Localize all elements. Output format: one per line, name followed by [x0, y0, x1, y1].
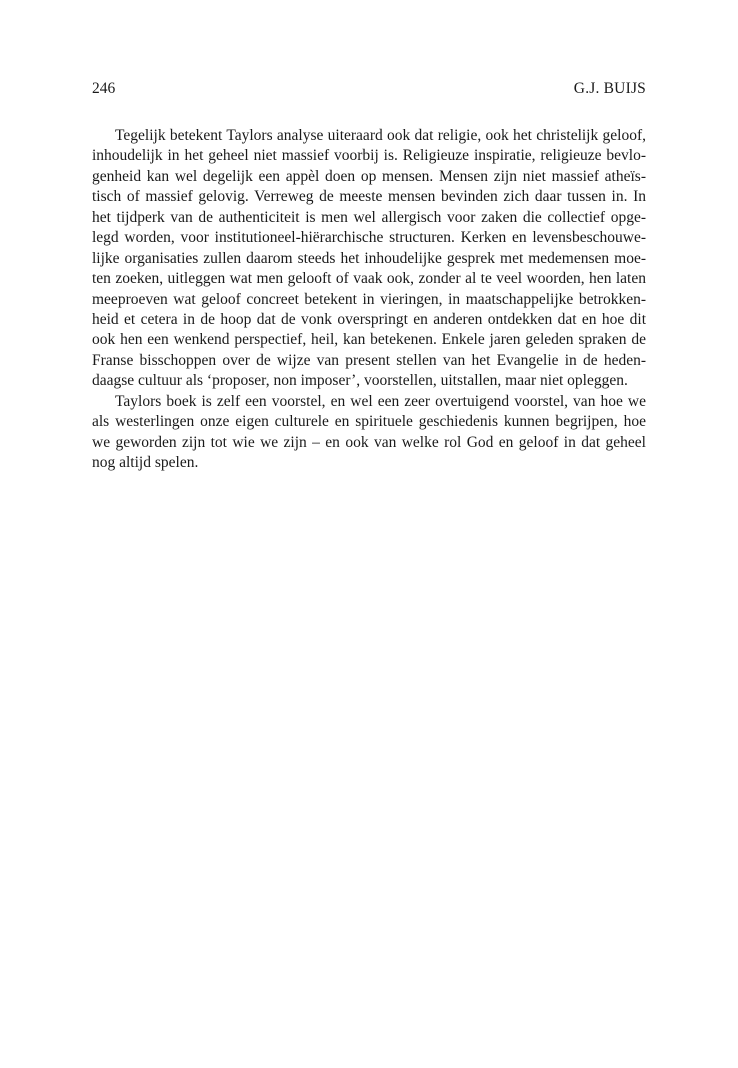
text-line: tisch of massief gelovig. Verreweg de meeste mensen bevinden zich daar tussen in. In	[92, 188, 646, 206]
text-line: ook hen een wenkend perspectief, heil, kan betekenen. Enkele jaren geleden spraken de	[92, 331, 646, 349]
text-line: genheid kan wel degelijk een appèl doen op mensen. Mensen zijn niet massief atheïs-	[92, 167, 646, 185]
text-line: als westerlingen onze eigen culturele en spirituele geschiedenis kunnen begrijpen, hoe	[92, 413, 646, 431]
text-line: Taylors boek is zelf een voorstel, en wel een zeer overtuigend voorstel, van hoe we	[115, 392, 646, 410]
text-line: daagse cultuur als ‘proposer, non imposer’, voorstellen, uitstallen, maar niet opleggen.	[92, 372, 628, 390]
text-line: Tegelijk betekent Taylors analyse uiteraard ook dat religie, ook het christelijk geloof,	[115, 127, 646, 144]
text-line: nog altijd spelen.	[92, 454, 199, 471]
text-line: ten zoeken, uitleggen wat men gelooft of vaak ook, zonder al te veel woorden, hen laten	[92, 270, 646, 288]
running-head-author: G.J. BUIJS	[573, 80, 646, 97]
text-line: meeproeven wat geloof concreet betekent in vieringen, in maatschappelijke betrokken-	[92, 290, 646, 308]
text-line: heid et cetera in de hoop dat de vonk overspringt en anderen ontdekken dat en hoe dit	[92, 310, 646, 328]
text-line: legd worden, voor institutioneel-hiërarchische structuren. Kerken en levensbeschouwe-	[92, 229, 646, 247]
running-head	[92, 78, 646, 100]
text-line: inhoudelijk in het geheel niet massief voorbij is. Religieuze inspiratie, religieuze bevlo-	[92, 147, 646, 165]
text-line: lijke organisaties zullen daarom steeds het inhoudelijke gesprek met medemensen moe-	[92, 249, 646, 267]
text-line: het tijdperk van de authenticiteit is men wel allergisch voor zaken die collectief opge-	[92, 208, 646, 226]
paragraph-2	[92, 392, 646, 474]
page-number: 246	[92, 80, 116, 97]
text-line: we geworden zijn tot wie we zijn – en ook van welke rol God en geloof in dat geheel	[92, 433, 646, 451]
body-text	[92, 126, 646, 473]
paragraph-1	[92, 126, 646, 392]
text-line: Franse bisschoppen over de wijze van present stellen van het Evangelie in de heden-	[92, 351, 646, 369]
